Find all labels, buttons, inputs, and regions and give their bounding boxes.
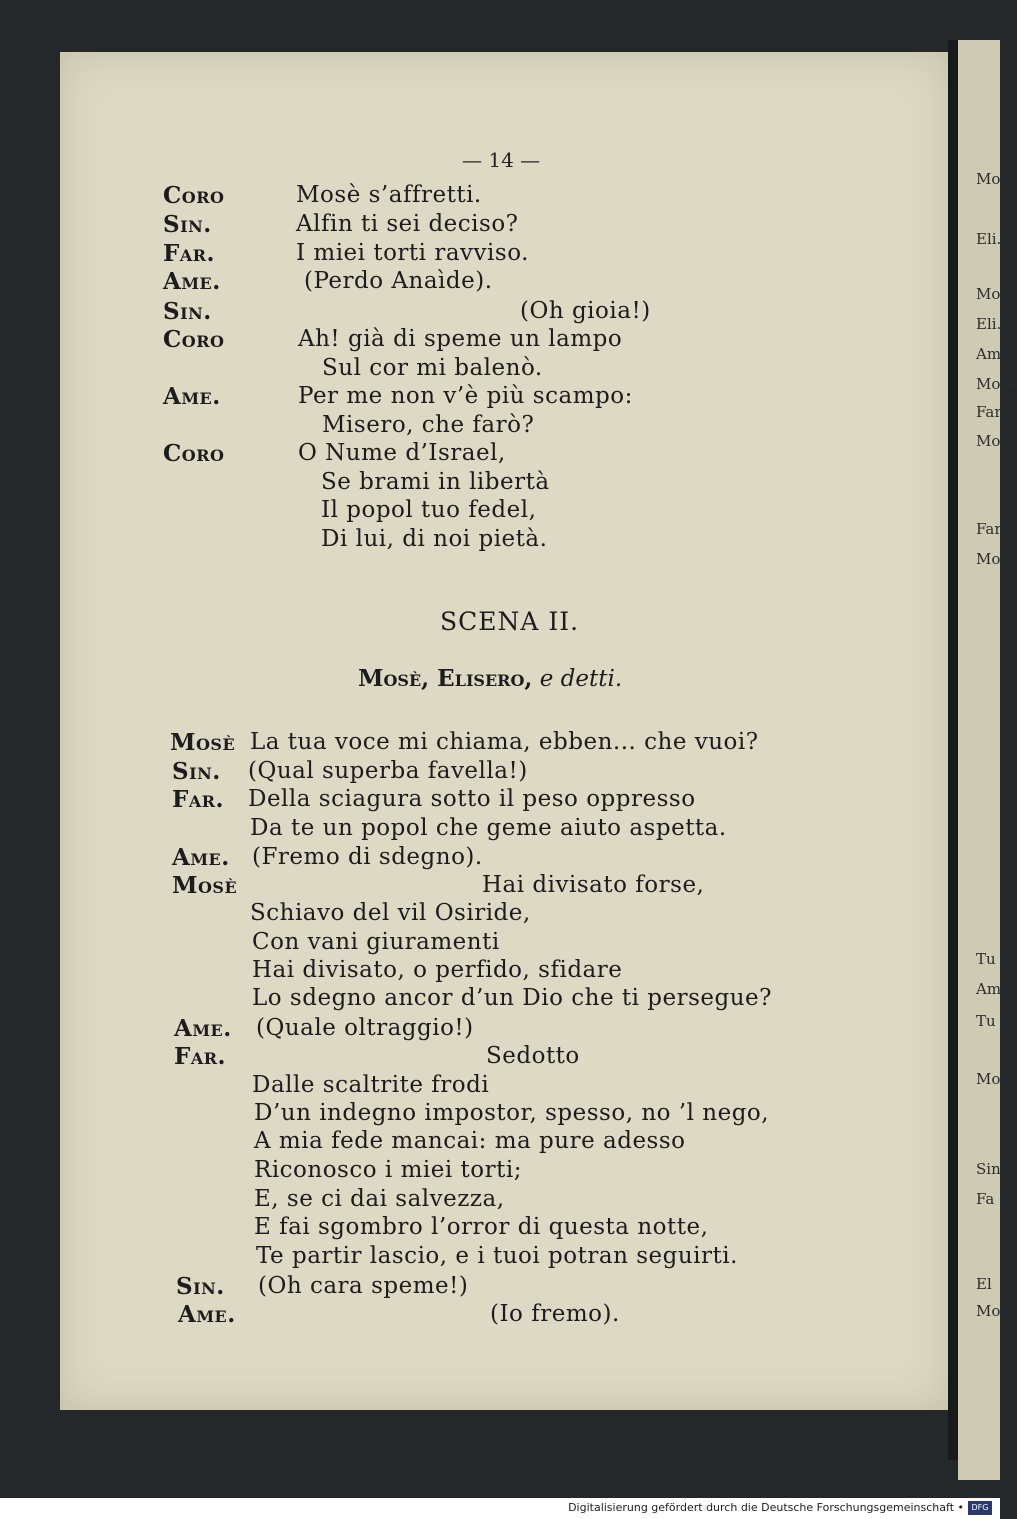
speaker-label: Mosè <box>170 729 236 756</box>
speaker-label: Mosè <box>172 872 238 899</box>
facing-page-fragment: Mos <box>976 432 1009 450</box>
dfg-logo: DFG <box>968 1501 992 1515</box>
verse-line: Di lui, di noi pietà. <box>321 526 548 552</box>
speaker-label: Coro <box>163 440 225 467</box>
verse-line: Hai divisato, o perfido, sfidare <box>252 957 623 983</box>
facing-page-fragment: Mo <box>976 1070 1001 1088</box>
verse-line: (Perdo Anaìde). <box>304 268 493 294</box>
verse-line: Hai divisato forse, <box>482 872 705 898</box>
speaker-label: Far. <box>172 786 225 813</box>
verse-line: (Fremo di sdegno). <box>252 844 483 870</box>
facing-page-fragment: Tu <box>976 1012 996 1030</box>
speaker-label: Ame. <box>163 383 221 410</box>
verse-line: Alfin ti sei deciso? <box>296 211 519 237</box>
facing-page-fragment: Tu <box>976 950 996 968</box>
verse-line: Riconosco i miei torti; <box>254 1157 522 1183</box>
speaker-label: Far. <box>163 240 216 267</box>
verse-line: Mosè s’affretti. <box>296 182 482 208</box>
verse-line: Della sciagura sotto il peso oppresso <box>248 786 696 812</box>
verse-line: La tua voce mi chiama, ebben... che vuoi? <box>250 729 759 755</box>
speaker-label: Coro <box>163 182 225 209</box>
footer-bar <box>0 1498 1000 1519</box>
speaker-label: Sin. <box>176 1273 225 1300</box>
verse-line: Misero, che farò? <box>322 412 535 438</box>
facing-page-fragment: Mosè <box>976 285 1017 303</box>
verse-line: (Qual superba favella!) <box>248 758 528 784</box>
scene-cast-suffix: e <box>539 666 554 692</box>
verse-line: Il popol tuo fedel, <box>321 497 537 523</box>
page-number: — 14 — <box>462 148 541 172</box>
facing-page-fragment: Mosè <box>976 375 1017 393</box>
facing-page-fragment: El <box>976 1275 992 1293</box>
verse-line: Sedotto <box>486 1043 580 1069</box>
verse-line: (Oh cara speme!) <box>258 1273 469 1299</box>
speaker-label: Sin. <box>172 758 221 785</box>
verse-line: Lo sdegno ancor d’un Dio che ti persegue? <box>252 985 772 1011</box>
verse-line: Dalle scaltrite frodi <box>252 1072 490 1098</box>
facing-page-fragment: Far <box>976 520 1002 538</box>
verse-line: (Quale oltraggio!) <box>256 1015 474 1041</box>
facing-page-fragment: Eli. <box>976 230 1002 248</box>
facing-page-fragment: Am <box>976 980 1002 998</box>
speaker-label: Ame. <box>163 268 221 295</box>
verse-line: Per me non v’è più scampo: <box>298 383 633 409</box>
scene-title: SCENA II. <box>440 607 580 636</box>
verse-line: Te partir lascio, e i tuoi potran seguirti. <box>256 1243 738 1269</box>
verse-line: Ah! già di speme un lampo <box>298 326 623 352</box>
scene-cast-rest: detti. <box>560 666 623 692</box>
verse-line: O Nume d’Israel, <box>298 440 506 466</box>
scene-cast <box>358 665 622 692</box>
verse-line: Schiavo del vil Osiride, <box>250 900 531 926</box>
verse-line: (Oh gioia!) <box>520 298 651 324</box>
verse-line: A mia fede mancai: ma pure adesso <box>254 1128 686 1154</box>
verse-line: D’un indegno impostor, spesso, no ’l nego, <box>254 1100 770 1126</box>
facing-page-fragment: Eli. <box>976 315 1002 333</box>
speaker-label: Coro <box>163 326 225 353</box>
verse-line: Se brami in libertà <box>321 469 550 495</box>
scene-cast-names: Mosè, Elisero, <box>358 665 533 692</box>
facing-page-edge <box>958 40 1017 1480</box>
footer-credit: Digitalisierung gefördert durch die Deutsche Forschungsgemeinschaft • <box>568 1501 964 1514</box>
verse-line: E, se ci dai salvezza, <box>254 1186 505 1212</box>
facing-page-fragment: Ame <box>976 345 1010 363</box>
verse-line: E fai sgombro l’orror di questa notte, <box>254 1214 709 1240</box>
facing-page-fragment: Sin <box>976 1160 1001 1178</box>
verse-line: (Io fremo). <box>490 1301 620 1327</box>
speaker-label: Sin. <box>163 211 212 238</box>
verse-line: I miei torti ravviso. <box>296 240 529 266</box>
facing-page-fragment: Mo <box>976 1302 1001 1320</box>
facing-page-fragment: Fa <box>976 1190 995 1208</box>
speaker-label: Far. <box>174 1043 227 1070</box>
speaker-label: Sin. <box>163 298 212 325</box>
speaker-label: Ame. <box>172 844 230 871</box>
facing-page-fragment: Mos <box>976 550 1009 568</box>
facing-page-fragment: Mosè <box>976 170 1017 188</box>
verse-line: Da te un popol che geme aiuto aspetta. <box>250 815 727 841</box>
verse-line: Con vani giuramenti <box>252 929 500 955</box>
speaker-label: Ame. <box>178 1301 236 1328</box>
facing-page-fragment: Far. <box>976 403 1005 421</box>
speaker-label: Ame. <box>174 1015 232 1042</box>
book-spine <box>948 40 958 1460</box>
verse-line: Sul cor mi balenò. <box>322 355 543 381</box>
